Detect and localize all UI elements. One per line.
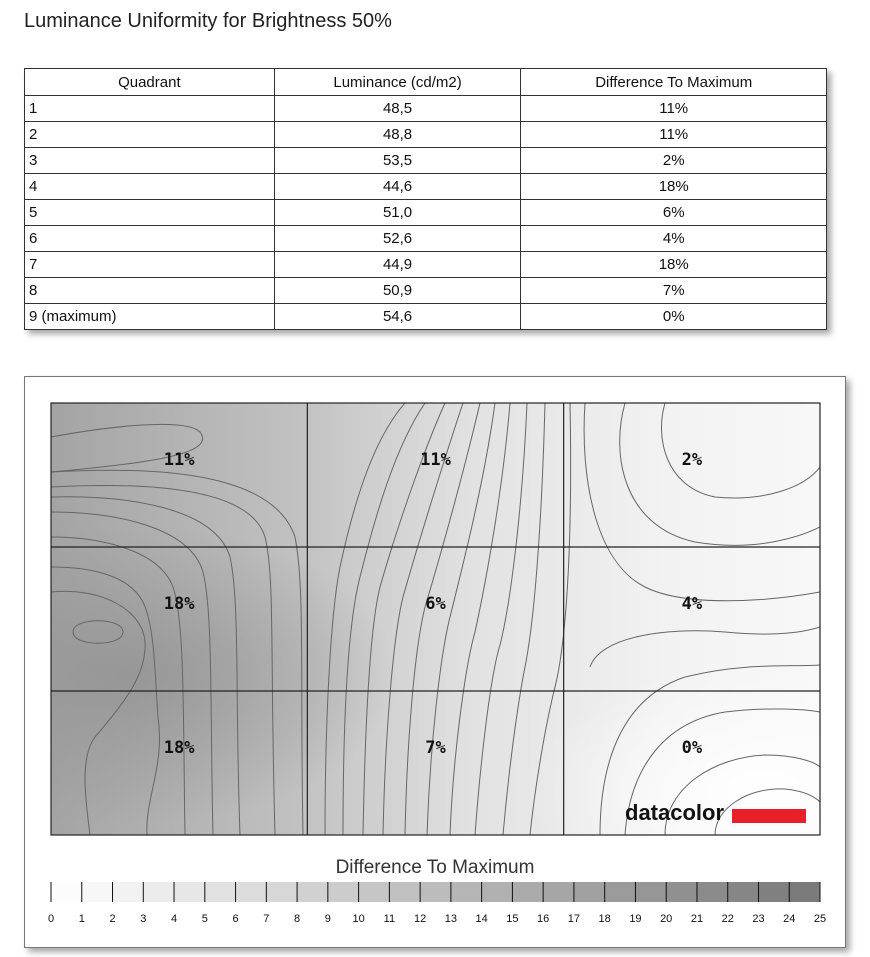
quadrant-value-label: 2% bbox=[681, 450, 703, 470]
uniformity-map-panel bbox=[24, 376, 846, 948]
uniformity-table-container bbox=[24, 68, 827, 330]
scale-tick-label: 22 bbox=[721, 913, 734, 925]
quadrant-cell: 4 bbox=[25, 174, 275, 200]
scale-swatch bbox=[266, 882, 297, 902]
scale-tick-label: 15 bbox=[506, 913, 519, 925]
scale-tick-label: 1 bbox=[78, 913, 85, 925]
scale-tick-label: 21 bbox=[690, 913, 704, 925]
scale-tick-label: 0 bbox=[47, 913, 55, 925]
scale-tick-label: 6 bbox=[232, 913, 239, 925]
quadrant-value-label: 6% bbox=[425, 594, 446, 614]
scale-tick-label: 17 bbox=[567, 913, 581, 925]
scale-tick-label: 18 bbox=[598, 913, 611, 925]
scale-swatch bbox=[666, 882, 697, 902]
scale-tick-label: 24 bbox=[783, 913, 796, 925]
scale-tick-label: 12 bbox=[413, 913, 427, 925]
difference-cell: 6% bbox=[521, 200, 827, 226]
luminance-cell: 50,9 bbox=[274, 278, 521, 304]
table-body bbox=[25, 96, 827, 330]
scale-tick-label: 25 bbox=[813, 913, 827, 925]
scale-title: Difference To Maximum bbox=[335, 857, 535, 878]
scale-swatch bbox=[389, 882, 420, 902]
scale-tick-label: 16 bbox=[537, 913, 550, 925]
scale-tick-label: 20 bbox=[660, 913, 673, 925]
scale-tick-label: 3 bbox=[140, 913, 147, 925]
quadrant-value-label: 7% bbox=[425, 738, 446, 758]
table-row bbox=[25, 304, 827, 330]
scale-tick-label: 2 bbox=[109, 913, 116, 925]
quadrant-value-label: 18% bbox=[163, 594, 195, 614]
scale-tick-label: 7 bbox=[263, 913, 270, 925]
difference-cell: 0% bbox=[521, 304, 827, 330]
scale-swatch bbox=[113, 882, 144, 902]
table-row bbox=[25, 278, 827, 304]
quadrant-cell: 2 bbox=[25, 122, 275, 148]
luminance-cell: 53,5 bbox=[274, 148, 521, 174]
quadrant-value-label: 11% bbox=[163, 450, 195, 470]
scale-swatch bbox=[758, 882, 789, 902]
table-row bbox=[25, 148, 827, 174]
scale-tick-label: 5 bbox=[201, 913, 208, 925]
header-quadrant: Quadrant bbox=[25, 69, 275, 96]
logo-accent-bar bbox=[732, 809, 806, 823]
scale-swatch bbox=[543, 882, 574, 902]
difference-cell: 18% bbox=[521, 174, 827, 200]
scale-swatch bbox=[359, 882, 390, 902]
table-row bbox=[25, 200, 827, 226]
color-scale bbox=[48, 882, 826, 925]
scale-swatch bbox=[697, 882, 728, 902]
table-row bbox=[25, 226, 827, 252]
luminance-cell: 48,8 bbox=[274, 122, 521, 148]
difference-cell: 2% bbox=[521, 148, 827, 174]
difference-cell: 4% bbox=[521, 226, 827, 252]
scale-swatch bbox=[512, 882, 543, 902]
table-row bbox=[25, 122, 827, 148]
scale-swatch bbox=[236, 882, 267, 902]
quadrant-cell: 8 bbox=[25, 278, 275, 304]
luminance-cell: 44,6 bbox=[274, 174, 521, 200]
difference-cell: 7% bbox=[521, 278, 827, 304]
scale-swatch bbox=[605, 882, 636, 902]
difference-cell: 11% bbox=[521, 122, 827, 148]
luminance-cell: 52,6 bbox=[274, 226, 521, 252]
scale-swatch bbox=[205, 882, 236, 902]
scale-swatch bbox=[82, 882, 113, 902]
scale-tick-label: 4 bbox=[170, 913, 178, 925]
header-difference: Difference To Maximum bbox=[521, 69, 827, 96]
luminance-cell: 51,0 bbox=[274, 200, 521, 226]
scale-tick-label: 19 bbox=[629, 913, 642, 925]
scale-swatch bbox=[482, 882, 513, 902]
page-title: Luminance Uniformity for Brightness 50% bbox=[24, 10, 392, 32]
scale-tick-label: 13 bbox=[444, 913, 458, 925]
quadrant-value-label: 4% bbox=[681, 594, 703, 614]
quadrant-value-label: 0% bbox=[681, 738, 703, 758]
scale-tick-label: 10 bbox=[352, 913, 365, 925]
quadrant-cell: 1 bbox=[25, 96, 275, 122]
scale-tick-label: 11 bbox=[383, 913, 396, 925]
scale-swatch bbox=[789, 882, 820, 902]
table-row bbox=[25, 174, 827, 200]
scale-tick-label: 14 bbox=[475, 913, 488, 925]
luminance-cell: 54,6 bbox=[274, 304, 521, 330]
scale-swatch bbox=[574, 882, 605, 902]
quadrant-cell: 7 bbox=[25, 252, 275, 278]
uniformity-map bbox=[25, 377, 845, 947]
scale-swatch bbox=[728, 882, 759, 902]
table-row bbox=[25, 96, 827, 122]
scale-swatch bbox=[174, 882, 205, 902]
header-luminance: Luminance (cd/m2) bbox=[274, 69, 521, 96]
scale-swatch bbox=[51, 882, 82, 902]
quadrant-cell: 3 bbox=[25, 148, 275, 174]
quadrant-value-label: 18% bbox=[163, 738, 195, 758]
logo-text: datacolor bbox=[625, 800, 725, 825]
heatmap-area bbox=[51, 403, 820, 835]
table-row bbox=[25, 252, 827, 278]
scale-swatch bbox=[143, 882, 174, 902]
scale-swatch bbox=[451, 882, 482, 902]
quadrant-cell: 5 bbox=[25, 200, 275, 226]
difference-cell: 18% bbox=[521, 252, 827, 278]
luminance-cell: 44,9 bbox=[274, 252, 521, 278]
scale-tick-label: 9 bbox=[324, 913, 331, 925]
difference-cell: 11% bbox=[521, 96, 827, 122]
quadrant-value-label: 11% bbox=[420, 450, 451, 470]
table-header-row bbox=[25, 69, 827, 96]
scale-tick-label: 8 bbox=[294, 913, 301, 925]
luminance-cell: 48,5 bbox=[274, 96, 521, 122]
scale-swatch bbox=[420, 882, 451, 902]
quadrant-cell: 9 (maximum) bbox=[25, 304, 275, 330]
scale-swatch bbox=[328, 882, 359, 902]
scale-swatch bbox=[297, 882, 328, 902]
scale-tick-label: 23 bbox=[752, 913, 765, 925]
scale-swatch bbox=[635, 882, 666, 902]
uniformity-table bbox=[24, 68, 827, 330]
quadrant-cell: 6 bbox=[25, 226, 275, 252]
